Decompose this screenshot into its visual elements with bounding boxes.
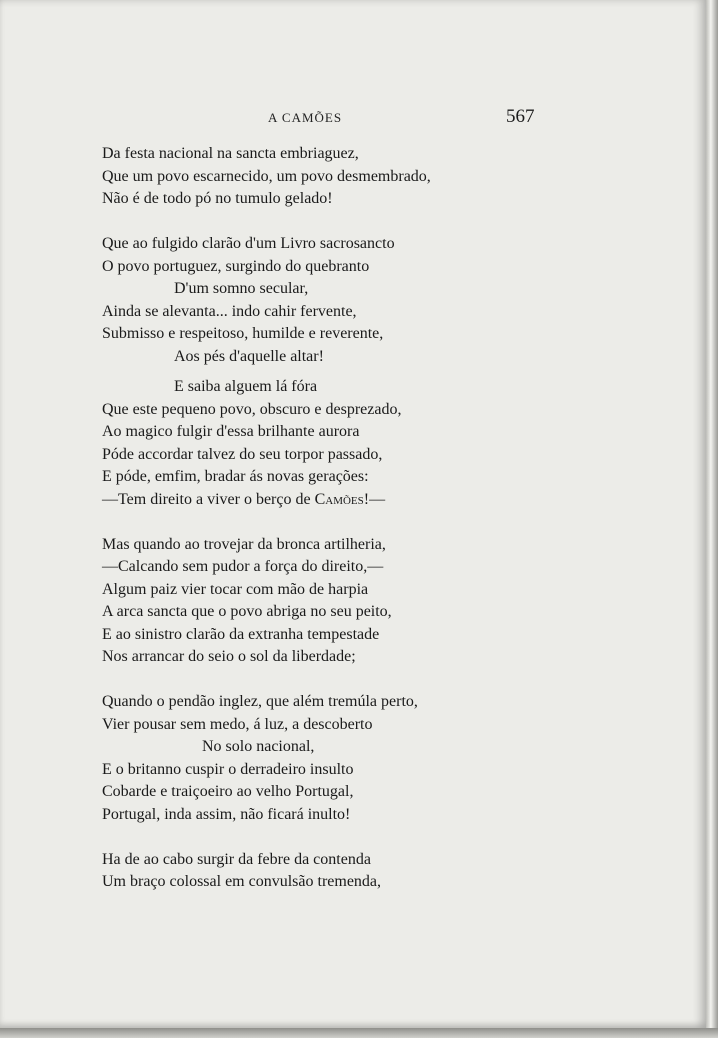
verse-line: Algum paiz vier tocar com mão de harpia — [102, 580, 369, 598]
verse-line: A arca sancta que o povo abriga no seu peito, — [102, 603, 392, 620]
verse-line: Da festa nacional na sancta embriaguez, — [102, 145, 359, 162]
stanza-break — [102, 511, 522, 534]
verse-line: Portugal, inda assim, não ficará inulto! — [102, 805, 351, 823]
stanza-break — [102, 669, 522, 692]
verse-line: Mas quando ao trovejar da bronca artilheria, — [102, 535, 386, 553]
verse-line: Cobarde e traiçoeiro ao velho Portugal, — [102, 783, 354, 800]
verse-line: No solo nacional, — [202, 738, 315, 755]
verse-line: —Calcando sem pudor a força do direito,— — [102, 558, 384, 575]
page-header — [0, 106, 706, 130]
verse-line: Que um povo escarnecido, um povo desmembrado, — [102, 167, 431, 185]
verse-line: Ao magico fulgir d'essa brilhante aurora — [102, 423, 360, 440]
running-title: A CAMÕES — [268, 110, 343, 125]
poem-text — [102, 143, 522, 894]
verse-line: Póde accordar talvez do seu torpor passado, — [102, 445, 383, 463]
verse-line: Ainda se alevanta... indo cahir fervente, — [102, 302, 357, 320]
verse-line: Não é de todo pó no tumulo gelado! — [102, 190, 333, 207]
verse-line: E saiba alguem lá fóra — [174, 378, 318, 395]
verse-segment: —Tem direito a viver o berço de — [102, 490, 315, 508]
verse-line — [102, 489, 522, 512]
page-number: 567 — [506, 106, 535, 127]
page-edge-bottom — [0, 1028, 718, 1038]
verse-line: D'um somno secular, — [174, 280, 309, 297]
verse-line: E o britanno cuspir o derradeiro insulto — [102, 760, 354, 778]
verse-line: Submisso e respeitoso, humilde e reverente, — [102, 325, 384, 342]
verse-segment: !— — [363, 490, 386, 508]
verse-line: E ao sinistro clarão da extranha tempestade — [102, 625, 380, 643]
verse-line: Um braço colossal em convulsão tremenda, — [102, 873, 382, 890]
camoes-name: Camões — [314, 490, 364, 508]
verse-line: Quando o pendão inglez, que além tremúla perto, — [102, 693, 418, 710]
verse-line: Ha de ao cabo surgir da febre da contenda — [102, 850, 371, 868]
verse-line: O povo portuguez, surgindo do quebranto — [102, 257, 370, 275]
verse-line: Nos arrancar do seio o sol da liberdade; — [102, 648, 356, 665]
verse-line: Que ao fulgido clarão d'um Livro sacrosancto — [102, 235, 395, 252]
stanza-break — [102, 368, 522, 376]
page-edge-right — [706, 0, 718, 1038]
verse-line: Aos pés d'aquelle altar! — [174, 347, 324, 365]
stanza-break — [102, 826, 522, 849]
stanza-break — [102, 211, 522, 234]
verse-line: Vier pousar sem medo, á luz, a descoberto — [102, 715, 373, 733]
verse-line: E póde, emfim, bradar ás novas gerações: — [102, 468, 369, 485]
verse-line: Que este pequeno povo, obscuro e desprezado, — [102, 400, 402, 418]
